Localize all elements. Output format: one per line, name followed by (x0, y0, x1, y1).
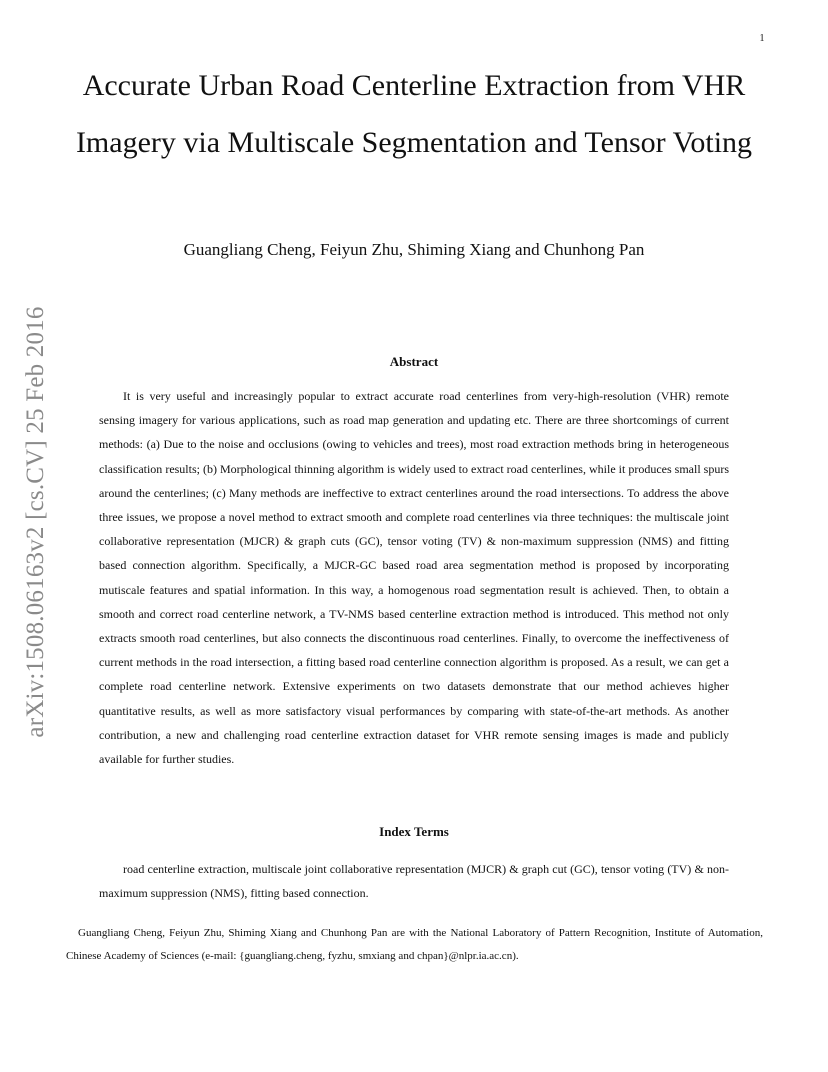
page-number: 1 (759, 33, 765, 44)
abstract-heading: Abstract (389, 354, 439, 369)
author-list: Guangliang Cheng, Feiyun Zhu, Shiming Xiang and Chunhong Pan (183, 240, 645, 259)
arxiv-identifier-stamp: arXiv:1508.06163v2 [cs.CV] 25 Feb 2016 (22, 306, 49, 738)
index-terms-text: road centerline extraction, multiscale joint collaborative representation (MJCR) & graph cut (GC), tensor voting (TV) & non-maximum suppression (NMS), fitting based connection. (99, 862, 729, 901)
index-terms-heading: Index Terms (379, 824, 449, 839)
affiliation-footnote: Guangliang Cheng, Feiyun Zhu, Shiming Xiang and Chunhong Pan are with the National Laboratory of Pattern Recognition, Institute of Automation, Chinese Academy of Sciences (e-mail: {guangliang.cheng, fyzhu, smxiang and chpan}@nlpr.ia.ac.cn). (66, 927, 763, 962)
paper-title: Accurate Urban Road Centerline Extraction from VHR Imagery via Multiscale Segmentation and Tensor Voting (75, 69, 753, 159)
abstract-text: It is very useful and increasingly popular to extract accurate road centerlines from very-high-resolution (VHR) remote sensing imagery for various applications, such as road map generation and updating etc. There are three shortcomings of current methods: (a) Due to the noise and occlusions (owing to vehicles and trees), most road extraction methods bring in heterogeneous classification results; (b) Morphological thinning algorithm is widely used to extract road centerlines, while it produces small spurs around the centerlines; (c) Many methods are ineffective to extract centerlines around the road intersections. To address the above three issues, we propose a novel method to extract smooth and complete road centerlines via three techniques: the multiscale joint collaborative representation (MJCR) & graph cuts (GC), tensor voting (TV) & non-maximum suppression (NMS) and fitting based connection algorithm. Specifically, a MJCR-GC based road area segmentation method is proposed by incorporating mutiscale features and spatial information. In this way, a homogenous road segmentation result is achieved. Then, to obtain a smooth and correct road centerline network, a TV-NMS based centerline extraction method is introduced. This method not only extracts smooth road centerlines, but also connects the discontinuous road centerlines. Finally, to overcome the ineffectiveness of current methods in the road intersection, a fitting based road centerline connection algorithm is proposed. As a result, we can get a complete road centerline network. Extensive experiments on two datasets demonstrate that our method achieves higher quantitative results, as well as more satisfactory visual performances by comparing with state-of-the-art methods. As another contribution, a new and challenging road centerline extraction dataset for VHR remote sensing images is made and publicly available for further studies. (99, 389, 729, 767)
